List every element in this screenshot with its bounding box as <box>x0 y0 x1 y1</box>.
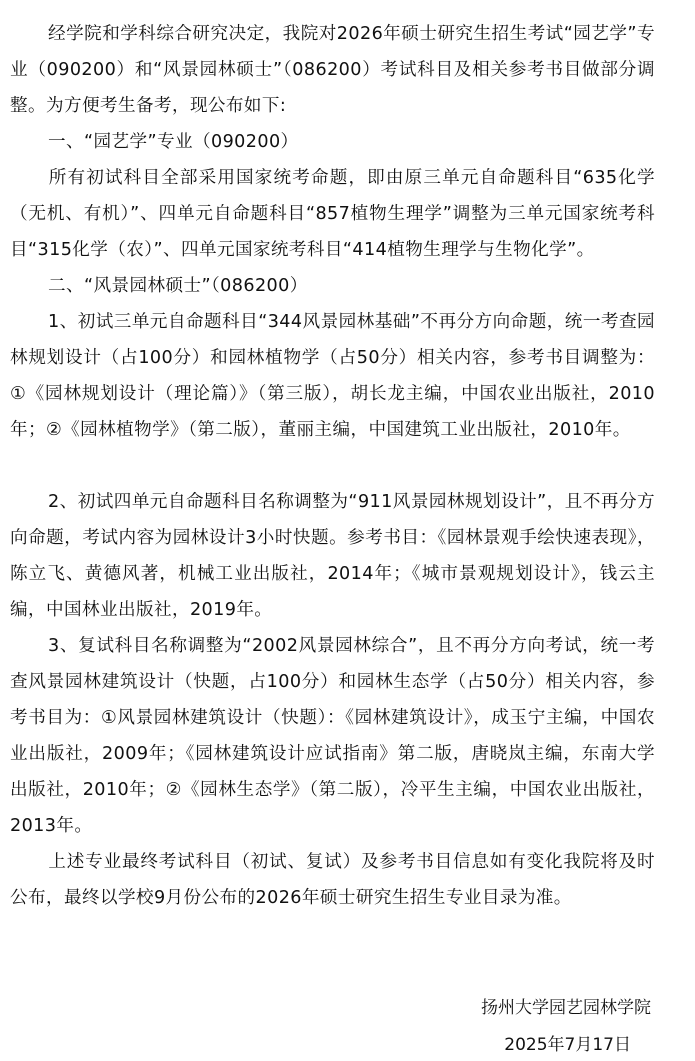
section-heading-landscape: 二、“风景园林硕士”（086200） <box>48 276 308 296</box>
signature-org: 扬州大学园艺园林学院 <box>481 998 651 1018</box>
signature-date: 2025年7月17日 <box>504 1035 631 1055</box>
section-heading-horticulture: 一、“园艺学”专业（090200） <box>48 132 299 152</box>
landscape-item-3: 3、复试科目名称调整为“2002风景园林综合”，且不再分方向考试，统一考查风景园林建筑设计（快题，占100分）和园林生态学（占50分）相关内容，参考书目为：①风景园林建筑设计（快题）：《园林建筑设计》，成玉宁主编，中国农业出版社，2009年；《园林建筑设计应试指南》第二版，唐晓岚主编，东南大学出版社，2010年；②《园林生态学》（第二版），冷平生主编，中国农业出版社，2013年。 <box>10 636 655 836</box>
closing-paragraph: 上述专业最终考试科目（初试、复试）及参考书目信息如有变化我院将及时公布，最终以学校9月份公布的2026年硕士研究生招生专业目录为准。 <box>10 852 655 908</box>
horticulture-paragraph: 所有初试科目全部采用国家统考命题，即由原三单元自命题科目“635化学（无机、有机）”、四单元自命题科目“857植物生理学”调整为三单元国家统考科目“315化学（农）”、四单元国家统考科目“414植物生理学与生物化学”。 <box>10 168 655 260</box>
landscape-item-1: 1、初试三单元自命题科目“344风景园林基础”不再分方向命题，统一考查园林规划设计（占100分）和园林植物学（占50分）相关内容，参考书目调整为：①《园林规划设计（理论篇）》（第三版），胡长龙主编，中国农业出版社，2010年；②《园林植物学》（第二版），董丽主编，中国建筑工业出版社，2010年。 <box>10 312 655 440</box>
landscape-item-2: 2、初试四单元自命题科目名称调整为“911风景园林规划设计”，且不再分方向命题，考试内容为园林设计3小时快题。参考书目：《园林景观手绘快速表现》，陈立飞、黄德风著，机械工业出版社，2014年；《城市景观规划设计》，钱云主编，中国林业出版社，2019年。 <box>10 492 655 620</box>
intro-paragraph: 经学院和学科综合研究决定，我院对2026年硕士研究生招生考试“园艺学”专业（090200）和“风景园林硕士”（086200）考试科目及相关参考书目做部分调整。为方便考生备考，现公布如下: <box>10 24 655 116</box>
